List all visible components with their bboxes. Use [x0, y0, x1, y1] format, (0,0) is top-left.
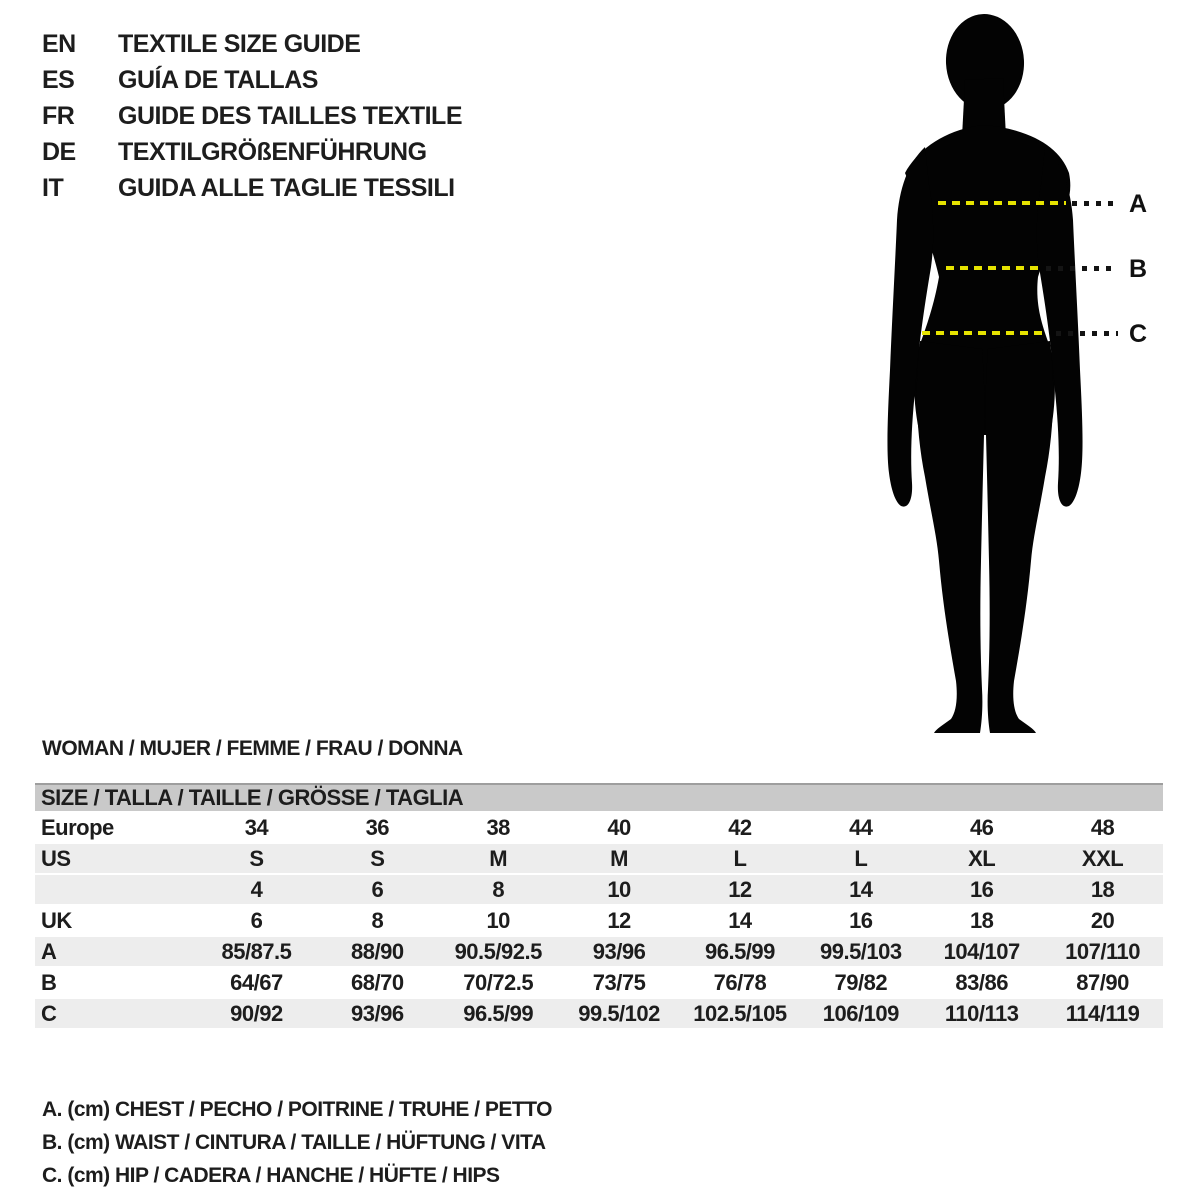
- size-cell: 90.5/92.5: [438, 937, 559, 966]
- size-cell: 83/86: [955, 969, 1008, 995]
- language-title: TEXTILE SIZE GUIDE: [118, 29, 361, 58]
- legend-waist: B. (cm) WAIST / CINTURA / TAILLE / HÜFTUNG / VITA: [42, 1131, 546, 1154]
- size-cell: 70/72.5: [463, 969, 534, 995]
- language-title: TEXTILGRÖßENFÜHRUNG: [118, 137, 427, 166]
- size-cell: 87/90: [1076, 969, 1129, 995]
- size-cell: 40: [607, 814, 631, 840]
- waist-leader-line: [1046, 266, 1118, 271]
- size-table-header: SIZE / TALLA / TAILLE / GRÖSSE / TAGLIA: [35, 783, 1163, 811]
- size-cell: 64/67: [230, 969, 283, 995]
- language-code: IT: [42, 173, 64, 202]
- language-list: [42, 26, 462, 206]
- size-cell: 44: [849, 814, 873, 840]
- size-cell: 16: [849, 907, 873, 933]
- size-cell: S: [196, 844, 317, 873]
- language-row: [42, 62, 462, 98]
- marker-label-c: C: [1129, 320, 1148, 348]
- table-row-us: [35, 844, 1163, 873]
- size-table: [35, 783, 1163, 1030]
- size-cell: XXL: [1042, 844, 1163, 873]
- size-cell: 14: [800, 875, 921, 904]
- table-row-uk: [35, 906, 1163, 935]
- size-cell: 48: [1090, 814, 1115, 840]
- size-cell: 90/92: [196, 999, 317, 1028]
- row-label: C: [35, 999, 196, 1028]
- size-cell: 12: [680, 875, 801, 904]
- size-cell: 12: [607, 907, 631, 933]
- waist-measure-line: [946, 266, 1038, 270]
- language-row: [42, 98, 462, 134]
- language-row: [42, 170, 462, 206]
- size-cell: 14: [728, 907, 752, 933]
- size-cell: 96.5/99: [680, 937, 801, 966]
- chest-leader-line: [1072, 201, 1120, 206]
- size-cell: L: [800, 844, 921, 873]
- size-cell: S: [317, 844, 438, 873]
- row-label: [35, 875, 196, 904]
- legend-hip: C. (cm) HIP / CADERA / HANCHE / HÜFTE / HIPS: [42, 1164, 500, 1187]
- size-cell: 8: [438, 875, 559, 904]
- size-cell: 76/78: [713, 969, 767, 995]
- size-cell: 68/70: [351, 969, 404, 995]
- row-label: US: [35, 844, 196, 873]
- size-cell: 42: [728, 814, 752, 840]
- language-code: FR: [42, 101, 75, 130]
- size-cell: 36: [365, 814, 390, 840]
- size-cell: 4: [196, 875, 317, 904]
- language-title: GUIDA ALLE TAGLIE TESSILI: [118, 173, 455, 202]
- language-title: GUÍA DE TALLAS: [118, 65, 318, 94]
- size-cell: 18: [969, 907, 994, 933]
- size-cell: 99.5/103: [800, 937, 921, 966]
- size-cell: 93/96: [317, 999, 438, 1028]
- size-cell: 85/87.5: [196, 937, 317, 966]
- table-row-europe: [35, 813, 1163, 842]
- measurement-legend: [42, 1093, 552, 1192]
- size-cell: XL: [921, 844, 1042, 873]
- size-cell: 38: [486, 814, 510, 840]
- language-row: [42, 26, 462, 62]
- section-title: WOMAN / MUJER / FEMME / FRAU / DONNA: [42, 737, 463, 760]
- hip-measure-line: [922, 331, 1048, 335]
- size-cell: M: [559, 844, 680, 873]
- language-code: EN: [42, 29, 76, 58]
- size-cell: 102.5/105: [680, 999, 801, 1028]
- legend-chest: A. (cm) CHEST / PECHO / POITRINE / TRUHE / PETTO: [42, 1098, 553, 1121]
- marker-label-a: A: [1129, 190, 1148, 218]
- size-cell: 34: [244, 814, 269, 840]
- size-cell: 18: [1042, 875, 1163, 904]
- size-cell: 6: [317, 875, 438, 904]
- size-cell: M: [438, 844, 559, 873]
- size-cell: 46: [969, 814, 994, 840]
- marker-label-b: B: [1129, 255, 1148, 283]
- size-cell: 10: [559, 875, 680, 904]
- language-title: GUIDE DES TAILLES TEXTILE: [118, 101, 463, 130]
- size-cell: 104/107: [921, 937, 1042, 966]
- size-cell: 73/75: [592, 969, 646, 995]
- row-label: UK: [41, 907, 72, 933]
- language-code: ES: [42, 65, 75, 94]
- size-cell: 110/113: [921, 999, 1042, 1028]
- language-code: DE: [42, 137, 76, 166]
- size-cell: 79/82: [834, 969, 888, 995]
- size-cell: 107/110: [1042, 937, 1163, 966]
- size-table-grid: [35, 811, 1163, 1030]
- size-cell: 106/109: [800, 999, 921, 1028]
- size-cell: 99.5/102: [559, 999, 680, 1028]
- size-cell: 8: [371, 907, 384, 933]
- table-row-hip: [35, 999, 1163, 1028]
- row-label: B: [41, 969, 57, 995]
- row-label: Europe: [41, 814, 114, 840]
- size-cell: 114/119: [1042, 999, 1163, 1028]
- chest-measure-line: [938, 201, 1066, 205]
- size-cell: 20: [1090, 907, 1115, 933]
- size-cell: L: [680, 844, 801, 873]
- size-cell: 96.5/99: [438, 999, 559, 1028]
- size-cell: 10: [486, 907, 510, 933]
- size-cell: 16: [921, 875, 1042, 904]
- language-row: [42, 134, 462, 170]
- hip-leader-line: [1056, 331, 1118, 336]
- woman-silhouette: [880, 5, 1120, 740]
- table-row-us-numeric: [35, 875, 1163, 904]
- size-cell: 6: [250, 907, 263, 933]
- size-cell: 93/96: [559, 937, 680, 966]
- table-row-waist: [35, 968, 1163, 997]
- size-cell: 88/90: [317, 937, 438, 966]
- woman-silhouette-svg: [880, 5, 1120, 740]
- row-label: A: [35, 937, 196, 966]
- table-row-chest: [35, 937, 1163, 966]
